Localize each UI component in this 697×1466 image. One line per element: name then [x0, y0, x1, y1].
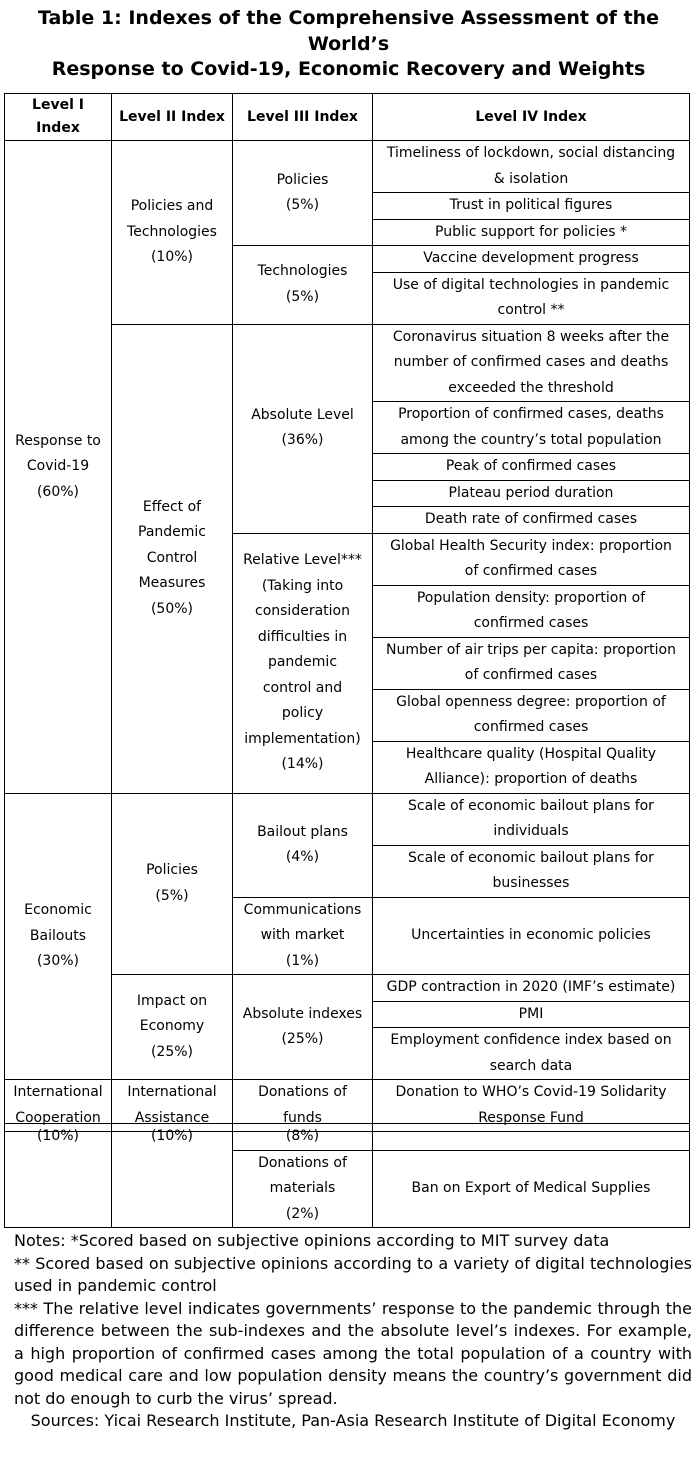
level2-impact-economy: Impact on Economy (25%)	[112, 975, 233, 1080]
level4-cell: Use of digital technologies in pandemic control **	[373, 272, 690, 324]
level1-response-covid: Response to Covid-19 (60%)	[5, 141, 112, 794]
level1-international-cooperation: International Cooperation	[5, 1080, 112, 1132]
level3-donations-materials: Donations of materials (2%)	[233, 1150, 373, 1228]
level4-cell: Vaccine development progress	[373, 246, 690, 273]
note-3: *** The relative level indicates governments’ response to the pandemic through the difference between the sub-indexes and the absolute level’s indexes. For example, a high proportion of confirmed cases among the total population of a country with good medical care and low population density means the country’s government did not do enough to curb the virus’ spread.	[14, 1298, 692, 1408]
level1-economic-bailouts: Economic Bailouts (30%)	[5, 793, 112, 1080]
level3-bailout-plans: Bailout plans (4%)	[233, 793, 373, 897]
continued-table	[4, 1123, 690, 1228]
level2-policies-technologies: Policies and Technologies (10%)	[112, 141, 233, 325]
level4-cell: Uncertainties in economic policies	[373, 897, 690, 975]
level2-effect-pandemic-control: Effect of Pandemic Control Measures (50%)	[112, 324, 233, 793]
continued-level3-funds-pct: (8%)	[233, 1124, 373, 1151]
header-level-3: Level III Index	[233, 94, 373, 141]
level3-absolute-indexes: Absolute indexes (25%)	[233, 975, 373, 1080]
note-2: ** Scored based on subjective opinions according to a variety of digital technologies used in pandemic control	[14, 1253, 692, 1295]
level4-cell: Global openness degree: proportion of confirmed cases	[373, 689, 690, 741]
level3-technologies: Technologies (5%)	[233, 246, 373, 325]
note-1: Notes: *Scored based on subjective opinions according to MIT survey data	[14, 1231, 610, 1250]
level4-cell: Coronavirus situation 8 weeks after the number of confirmed cases and deaths exceeded the threshold	[373, 324, 690, 402]
level4-cell: Global Health Security index: proportion of confirmed cases	[373, 533, 690, 585]
level2-international-assistance: International Assistance	[112, 1080, 233, 1132]
index-table	[4, 93, 690, 1132]
continued-level2-pct: (10%)	[112, 1124, 233, 1228]
level4-cell: Peak of confirmed cases	[373, 454, 690, 481]
header-level-4: Level IV Index	[373, 94, 690, 141]
header-level-2: Level II Index	[112, 94, 233, 141]
continued-level4-empty	[373, 1124, 690, 1151]
level4-cell: Population density: proportion of confirmed cases	[373, 585, 690, 637]
level4-cell: Scale of economic bailout plans for individuals	[373, 793, 690, 845]
header-level-1: Level I Index	[5, 94, 112, 141]
level3-relative-level: Relative Level*** (Taking into consideration difficulties in pandemic control and policy implementation) (14%)	[233, 533, 373, 793]
level4-cell: Employment confidence index based on search data	[373, 1028, 690, 1080]
level4-cell: Healthcare quality (Hospital Quality Alliance): proportion of deaths	[373, 741, 690, 793]
table-title-line-1: Table 1: Indexes of the Comprehensive Assessment of the World’s	[37, 7, 660, 55]
table-title-line-2: Response to Covid-19, Economic Recovery and Weights	[51, 58, 646, 80]
continued-level1-pct: (10%)	[5, 1124, 112, 1228]
level3-communications-market: Communications with market (1%)	[233, 897, 373, 975]
level4-cell: PMI	[373, 1001, 690, 1028]
notes-section	[14, 1230, 692, 1433]
level4-cell: Donation to WHO’s Covid-19 Solidarity Response Fund	[373, 1080, 690, 1132]
level4-cell: Timeliness of lockdown, social distancing & isolation	[373, 141, 690, 193]
level3-donations-funds: Donations of funds	[233, 1080, 373, 1132]
sources-line: Sources: Yicai Research Institute, Pan-Asia Research Institute of Digital Economy	[30, 1411, 676, 1430]
level4-cell: Public support for policies *	[373, 219, 690, 246]
level3-absolute-level: Absolute Level (36%)	[233, 324, 373, 533]
level4-cell: Number of air trips per capita: proportion of confirmed cases	[373, 637, 690, 689]
level4-cell: Death rate of confirmed cases	[373, 507, 690, 534]
level4-cell: Plateau period duration	[373, 480, 690, 507]
header-row	[5, 94, 690, 141]
level2-policies: Policies (5%)	[112, 793, 233, 975]
level4-cell: Ban on Export of Medical Supplies	[373, 1150, 690, 1228]
level4-cell: Trust in political figures	[373, 193, 690, 220]
level4-cell: Scale of economic bailout plans for businesses	[373, 845, 690, 897]
level3-policies: Policies (5%)	[233, 141, 373, 246]
level4-cell: GDP contraction in 2020 (IMF’s estimate)	[373, 975, 690, 1002]
level4-cell: Proportion of confirmed cases, deaths among the country’s total population	[373, 402, 690, 454]
